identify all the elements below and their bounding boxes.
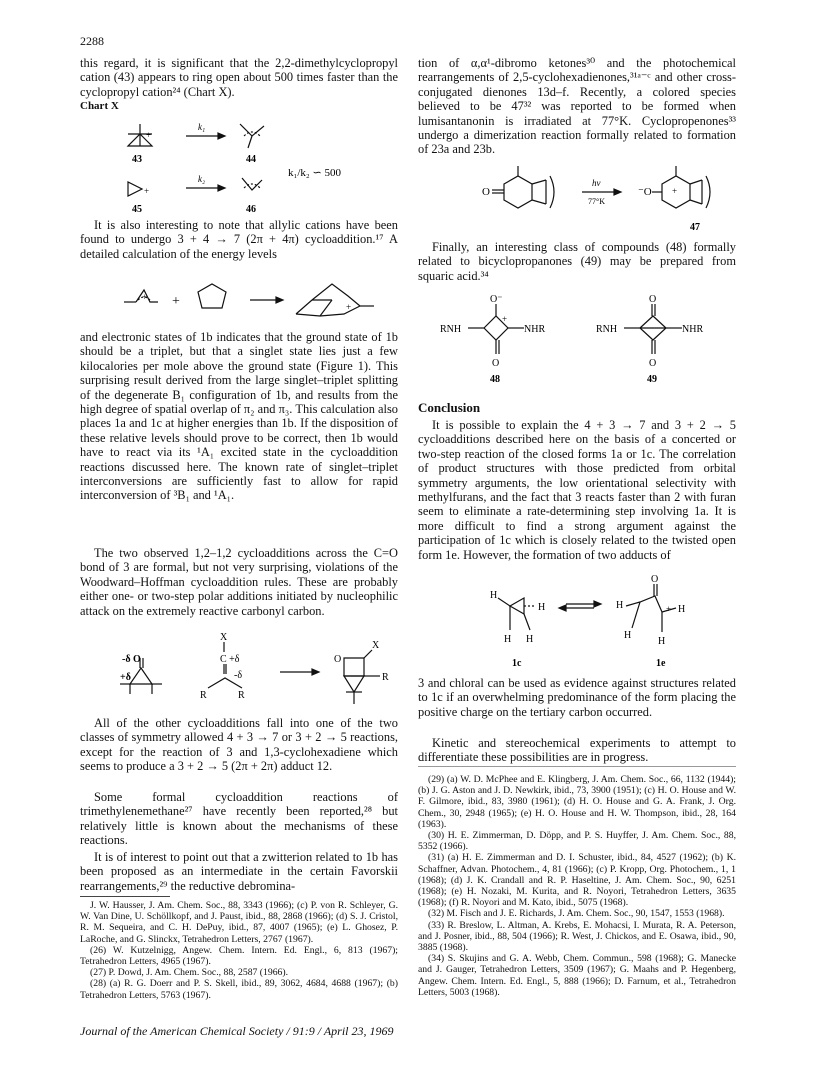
compound-49-label: 49 (647, 374, 657, 385)
squaric-scheme-48-49 (418, 290, 736, 390)
k1-label: k₁ (198, 122, 206, 132)
chart-label: Chart X (80, 100, 119, 112)
s48-o-bot: O (492, 358, 500, 369)
s48-rnh: RNH (440, 324, 462, 335)
cation-plus-43: + (146, 130, 152, 140)
right-paragraph-5: Kinetic and stereochemical experiments to attempt to differentiate these possibilities are in progress. (418, 736, 736, 765)
right-paragraph-1: tion of α,α¹-dibromo ketones³⁰ and the photochemical rearrangements of 2,5-cyclohexadienones,³¹ᵃ⁻ᶜ and other cross-conjugated dienones 13d–f. Recently, a colored species believed to be 47³² was reported to be formed when lumisantanonin is irradiated at 77°K. Cyclopropenones³³ undergo a dimerization reaction formally related to formation of 23a and 23b. (418, 56, 736, 157)
photochemical-scheme-47 (418, 162, 736, 236)
compound-1e-label: 1e (656, 658, 666, 669)
scheme-1c-1e (418, 572, 736, 672)
scheme47-plus: + (672, 186, 678, 196)
allyl-cycloaddition-scheme (80, 270, 398, 328)
rate-ratio: k₁/k₂ ∽ 500 (288, 167, 341, 179)
s49-o-bot: O (649, 358, 657, 369)
scheme47-temp: 77°K (588, 197, 605, 206)
s1e-h5: H (616, 600, 624, 611)
s1e-h7: H (624, 630, 632, 641)
compound-48-label: 48 (490, 374, 500, 385)
s49-nhr: NHR (682, 324, 704, 335)
k2-label: k₂ (198, 174, 206, 184)
scheme47-o: O (482, 186, 490, 198)
page-number: 2288 (80, 34, 104, 48)
s1e-h8: H (658, 636, 666, 647)
s48-nhr: NHR (524, 324, 546, 335)
polar-addition-scheme (80, 632, 398, 712)
right-paragraph-4: 3 and chloral can be used as evidence against structures related to 1c if an overwhelming predominance of the form placing the positive charge on the tertiary carbon occurred. (418, 676, 736, 719)
s49-rnh: RNH (596, 324, 618, 335)
s1c-h2: H (538, 602, 546, 613)
footnote-rule-right (418, 766, 736, 767)
compound-45-label: 45 (132, 204, 142, 215)
product-r: R (382, 672, 389, 683)
left-footnotes: J. W. Hausser, J. Am. Chem. Soc., 88, 3343 (1966); (c) P. von R. Schleyer, G. W. Van Dine, U. Schöllkopf, and J. Paust, ibid., 88, 2868 (1966); (d) S. J. Cristol, R. M. Sequeira, and C. H. DePuy, ibid., 87, 4007 (1965); (e) L. Ghosez, P. LaRoche, and G. Slinckx, Tetrahedron Letters, 2767 (1967). (26) W. Kutzelnigg, Angew. Chem. Intern. Ed. Engl., 6, 813 (1967); Tetrahedron Letters, 4965 (1967). (27) P. Dowd, J. Am. Chem. Soc., 88, 2587 (1966). (28) (a) R. G. Doerr and P. S. Skell, ibid., 89, 3062, 4684, 4688 (1967); (b) Tetrahedron Letters, 5763 (1967). (80, 900, 398, 1001)
scheme47-hv: hν (592, 178, 601, 188)
s48-plus: + (502, 314, 508, 324)
s1e-plus: + (666, 604, 672, 614)
compound-43-label: 43 (132, 154, 142, 165)
scheme-r: R (200, 690, 207, 701)
scheme-c-pos: C +δ (220, 654, 240, 665)
right-paragraph-2: Finally, an interesting class of compounds (48) formally related to bicyclopropanones (49) may be prepared from squaric acid.³⁴ (418, 240, 736, 283)
product-o: O (334, 654, 342, 665)
scheme-neg: -δ (234, 670, 243, 681)
s1e-o: O (651, 574, 659, 585)
scheme47-neg-o: ⁻O (638, 186, 652, 198)
conclusion-heading: Conclusion (418, 400, 481, 415)
s1c-h3: H (504, 634, 512, 645)
compound-44-label: 44 (246, 154, 256, 165)
chart-x-scheme (80, 116, 398, 216)
left-paragraph-6: Some formal cycloaddition reactions of trimethylenemethane²⁷ have recently been reported,²⁸ but relatively little is known about the mechanisms of these reactions. (80, 790, 398, 848)
neg-delta-o: -δ O (122, 654, 141, 665)
cation-plus-45: + (144, 186, 150, 196)
product-plus: + (346, 302, 352, 312)
left-paragraph-4: The two observed 1,2–1,2 cycloadditions across the C=O bond of 3 are formal, but not very surprising, violations of the Woodward–Hoffman cycloaddition rules. These are probably either one- or two-step polar additions initiated by nucleophilic attack on the extremely reactive carbonyl carbon. (80, 546, 398, 618)
left-paragraph-1: this regard, it is significant that the 2,2-dimethylcyclopropyl cation (43) appears to ring open about 500 times faster than the cyclopropyl cation²⁴ (Chart X). (80, 56, 398, 99)
pos-delta: +δ (120, 672, 131, 683)
right-footnotes: (29) (a) W. D. McPhee and E. Klingberg, J. Am. Chem. Soc., 66, 1132 (1944); (b) J. G. Aston and J. D. Newkirk, ibid., 73, 3900 (1951); (c) H. O. House and W. F. Gilmore, ibid., 83, 3980 (1961); (d) H. O. House and G. A. Frank, J. Org. Chem., 30, 2948 (1965); (e) H. O. House and H. W. Thompson, ibid., 28, 164 (1963). (30) H. E. Zimmerman, D. Döpp, and P. S. Huyffer, J. Am. Chem. Soc., 88, 5352 (1966). (31) (a) H. E. Zimmerman and D. I. Schuster, ibid., 84, 4527 (1962); (b) K. Schaffner, Advan. Photochem., 4, 81 (1966); (c) P. Kropp, Org. Photochem., 1, 1 (1968); (d) J. K. Crandall and R. P. Haseltine, J. Am. Chem. Soc., 90, 6251 (1968); (e) H. Nozaki, M. Kurita, and R. Noyori, Tetrahedron Letters, 3635 (1968); (f) R. Noyori and M. Kato, ibid., 5075 (1968). (32) M. Fisch and J. E. Richards, J. Am. Chem. Soc., 90, 1547, 1553 (1968). (33) R. Breslow, L. Altman, A. Krebs, E. Mohacsi, I. Murata, R. A. Peterson, and J. Posner, ibid., 88, 504 (1966); R. West, J. Chickos, and E. Osawa, ibid., 90, 3885 (1968). (34) S. Skujins and G. A. Webb, Chem. Commun., 598 (1968); G. Manecke and J. Gauger, Tetrahedron Letters, 3509 (1967); G. Maahs and P. Hegenberg, Angew. Chem. Intern. Ed. Engl., 5, 888 (1966); D. Farnum, et al., Tetrahedron Letters, 5003 (1968). (418, 774, 736, 998)
journal-footer: Journal of the American Chemical Society / 91:9 / April 23, 1969 (80, 1024, 394, 1038)
left-paragraph-2: It is also interesting to note that allylic cations have been found to undergo 3 + 4 → 7 (2π + 4π) cycloaddition.¹⁷ A detailed calculation of the energy levels (80, 218, 398, 261)
left-paragraph-5: All of the other cycloadditions fall into one of the two classes of symmetry allowed 4 + 3 → 7 or 3 + 2 → 5 reactions, except for the reaction of 3 and 1,3-cyclohexadiene which seems to produce a 3 + 2 → 5 (2π + 2π) adduct 12. (80, 716, 398, 774)
left-paragraph-3: and electronic states of 1b indicates that the ground state of 1b should be a triplet, but that a singlet state lies just a few kilocalories per mole above the ground state (Figure 1). This surprising result derived from the large singlet–triplet splitting of the degenerate B₁ configuration of 1b, and results from the high degree of spatial overlap of π₂ and π₃. This calculation also places 1a and 1c at higher energies than 1b. If the disposition of these relative levels should prove to be correct, then 1b would have to react via its ¹A₁ excited state in the cycloaddition reactions discussed here. The known rate of singlet–triplet interconversions are sufficiently fast to allow for rapid interconversion of ³B₁ and ¹A₁. (80, 330, 398, 503)
footnote-rule-left (80, 896, 170, 897)
scheme-r2: R (238, 690, 245, 701)
compound-46-label: 46 (246, 204, 256, 215)
s1c-h4: H (526, 634, 534, 645)
product-x: X (372, 640, 380, 651)
s49-o-top: O (649, 294, 657, 305)
compound-47-label: 47 (690, 222, 700, 233)
s1e-h6: H (678, 604, 686, 615)
allyl-plus: + (142, 292, 148, 302)
plus-sign: + (172, 294, 180, 309)
left-paragraph-7: It is of interest to point out that a zwitterion related to 1b has been proposed as an intermediate in the certain Favorskii rearrangements,²⁹ the reductive debromina- (80, 850, 398, 893)
s48-o-top: O⁻ (490, 294, 503, 305)
scheme-x: X (220, 632, 228, 643)
compound-1c-label: 1c (512, 658, 522, 669)
right-paragraph-3: It is possible to explain the 4 + 3 → 7 and 3 + 2 → 5 cycloadditions described here on the basis of a concerted or two-step reaction of the closed forms 1a or 1c. The correlation of product structures with those predicted from orbital symmetry arguments, the low orientational selectivity with methylfurans, and the fact that 3 reacts faster than 2 with furan seem to eliminate a rate-determining step involving 1a. It is more difficult to find a strong argument against the participation of 1c which is closely related to the twisted open form 1e. However, the formation of two adducts of (418, 418, 736, 562)
s1c-h1: H (490, 590, 498, 601)
